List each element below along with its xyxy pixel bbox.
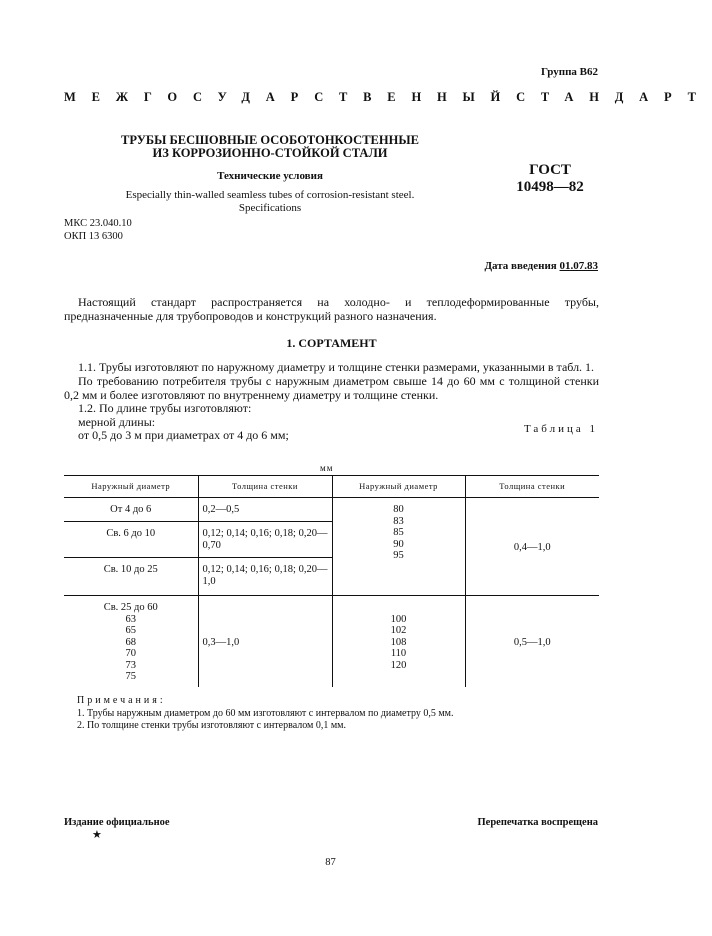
- diameter-value: 83: [393, 515, 404, 527]
- english-title: [100, 189, 440, 215]
- diameter-value: 73: [125, 659, 136, 671]
- header-outer-diameter: Наружный диаметр: [64, 476, 198, 498]
- diameter-value: 102: [390, 625, 407, 636]
- table-row: [64, 498, 599, 522]
- table-header-row: [64, 476, 599, 498]
- cell-thickness-right: 0,5—1,0: [513, 636, 551, 648]
- classification-codes: [64, 217, 132, 243]
- banner-word-interstate: МЕЖГОСУДАРСТВЕННЫЙ: [64, 90, 517, 104]
- cell-diameter-right: [332, 498, 465, 596]
- cell-thickness: 0,12; 0,14; 0,16; 0,18; 0,20—1,0: [198, 558, 332, 596]
- title-line-1: ТРУБЫ БЕСШОВНЫЕ ОСОБОТОНКОСТЕННЫЕ: [121, 133, 419, 147]
- paragraph-1-2: 1.2. По длине трубы изготовляют:: [78, 401, 252, 415]
- okp-code: ОКП 13 6300: [64, 231, 123, 242]
- table-caption: Таблица 1: [523, 423, 598, 435]
- reprint-prohibited: Перепечатка воспрещена: [477, 817, 598, 828]
- gost-code: 10498—82: [516, 179, 584, 195]
- cell-diameter: От 4 до 6: [64, 498, 198, 522]
- cell-thickness: 0,12; 0,14; 0,16; 0,18; 0,20—0,70: [198, 522, 332, 558]
- paragraph-1-1: 1.1. Трубы изготовляют по наружному диаметру и толщине стенки размерами, указанными в табл. 1.: [78, 360, 595, 374]
- note-2: 2. По толщине стенки трубы изготовляют с интервалом 0,1 мм.: [77, 720, 347, 731]
- cell-diameter-group: [64, 596, 198, 687]
- mks-code: МКС 23.040.10: [64, 218, 132, 229]
- diameter-value: 80: [393, 504, 404, 515]
- diameter-value: 70: [125, 648, 136, 659]
- table-row: [64, 596, 599, 687]
- diameter-value: 108: [390, 636, 407, 648]
- standard-banner: [64, 90, 712, 105]
- title-line-2: ИЗ КОРРОЗИОННО-СТОЙКОЙ СТАЛИ: [152, 146, 388, 160]
- notes-heading: Примечания:: [77, 695, 166, 706]
- table-notes: [77, 695, 453, 733]
- diameter-value: 90: [393, 538, 404, 550]
- diameter-value: 63: [125, 613, 136, 625]
- diameter-value: 110: [390, 648, 407, 659]
- cell-thickness: 0,3—1,0: [198, 596, 332, 687]
- cell-diameter-right: [332, 596, 465, 687]
- section-title: 1. СОРТАМЕНТ: [286, 336, 377, 350]
- diameter-value: Св. 25 до 60: [103, 602, 158, 613]
- cell-thickness: 0,2—0,5: [198, 498, 332, 522]
- diameter-value: 95: [393, 550, 404, 561]
- page-number: 87: [325, 857, 336, 868]
- banner-word-standard: СТАНДАРТ: [516, 90, 712, 104]
- cell-thickness-right: 0,4—1,0: [465, 498, 599, 596]
- paragraph-customer-request: По требованию потребителя трубы с наружным диаметром свыше 14 до 60 мм с толщиной стенки 0,2 мм и более изготовляют по внутреннему диаметру и толщине стенки.: [64, 374, 599, 402]
- subtitle: Технические условия: [217, 170, 323, 182]
- cell-diameter: Св. 10 до 25: [64, 558, 198, 596]
- english-title-line-2: Specifications: [238, 202, 302, 214]
- table-unit: мм: [320, 463, 334, 473]
- dimensions-table: [64, 475, 599, 687]
- diameter-value: 100: [390, 613, 407, 625]
- diameter-value: 68: [125, 636, 136, 648]
- intro-paragraph: Настоящий стандарт распространяется на холодно- и теплодеформированные трубы, предназначенные для трубопроводов и конструкций разного назначения.: [64, 295, 599, 323]
- english-title-line-1: Especially thin-walled seamless tubes of corrosion-resistant steel.: [125, 189, 415, 201]
- diameter-value: 65: [125, 625, 136, 636]
- diameter-value: 75: [125, 671, 136, 682]
- note-1: 1. Трубы наружным диаметром до 60 мм изготовляют с интервалом по диаметру 0,5 мм.: [77, 707, 454, 719]
- paragraph-measured-length: мерной длины:: [78, 415, 156, 429]
- paragraph-length-range: от 0,5 до 3 м при диаметрах от 4 до 6 мм;: [78, 428, 289, 442]
- header-outer-diameter-2: Наружный диаметр: [332, 476, 465, 498]
- date-value: 01.07.83: [559, 260, 598, 272]
- header-wall-thickness: Толщина стенки: [198, 476, 332, 498]
- date-label: Дата введения: [484, 260, 557, 272]
- official-edition: Издание официальное: [64, 817, 170, 828]
- group-code: Группа В62: [540, 66, 598, 78]
- diameter-value: 120: [390, 659, 407, 671]
- diameter-value: 85: [393, 527, 404, 538]
- gost-number: [490, 162, 610, 196]
- cell-diameter: Св. 6 до 10: [64, 522, 198, 558]
- gost-label: ГОСТ: [529, 162, 571, 178]
- star-icon: ★: [92, 829, 102, 841]
- introduction-date: [484, 260, 598, 272]
- header-wall-thickness-2: Толщина стенки: [465, 476, 599, 498]
